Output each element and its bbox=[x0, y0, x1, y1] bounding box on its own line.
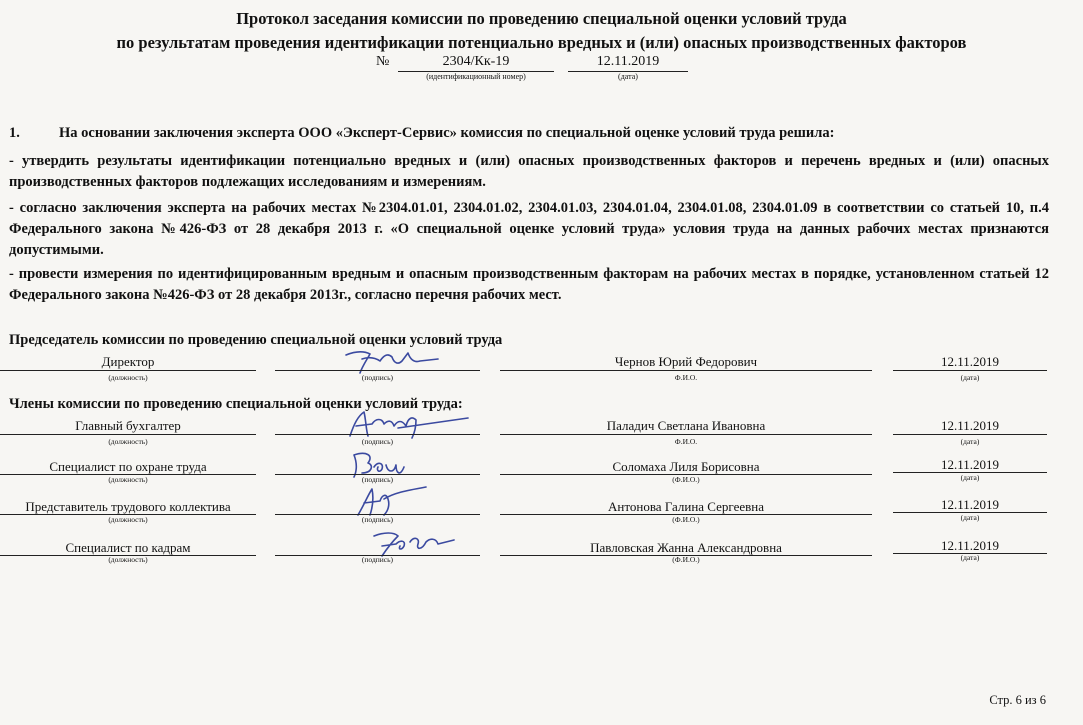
date-caption: (дата) bbox=[960, 513, 980, 522]
signature-caption: (подпись) bbox=[361, 515, 394, 524]
signature-caption: (подпись) bbox=[361, 373, 394, 382]
chairman-heading: Председатель комиссии по проведению специальной оценки условий труда bbox=[9, 332, 503, 348]
name-caption: (Ф.И.О.) bbox=[672, 555, 700, 564]
chairman-position: Директор bbox=[101, 354, 155, 369]
number-caption: (идентификационный номер) bbox=[426, 72, 526, 81]
member-name: Паладич Светлана Ивановна bbox=[606, 418, 766, 433]
member-date: 12.11.2019 bbox=[940, 457, 1000, 472]
member-signature bbox=[336, 406, 476, 442]
protocol-date: 12.11.2019 bbox=[596, 54, 660, 69]
document-title-line-1: Протокол заседания комиссии по проведению специальной оценки условий труда bbox=[236, 9, 847, 28]
signature-caption: (подпись) bbox=[361, 555, 394, 564]
number-sign: № bbox=[376, 54, 390, 69]
position-caption: (должность) bbox=[108, 437, 148, 446]
protocol-number: 2304/Кк-19 bbox=[442, 54, 510, 69]
member-name: Павловская Жанна Александровна bbox=[590, 540, 782, 555]
name-caption: (Ф.И.О.) bbox=[672, 515, 700, 524]
members-heading: Члены комиссии по проведению специальной оценки условий труда: bbox=[9, 396, 463, 412]
member-signature bbox=[368, 528, 458, 558]
signature-caption: (подпись) bbox=[361, 437, 394, 446]
position-caption: (должность) bbox=[108, 475, 148, 484]
member-name: Антонова Галина Сергеевна bbox=[608, 499, 764, 514]
position-caption: (должность) bbox=[108, 555, 148, 564]
member-position: Главный бухгалтер bbox=[75, 418, 181, 433]
date-caption: (дата) bbox=[960, 437, 980, 446]
member-position: Специалист по кадрам bbox=[65, 540, 191, 555]
member-position: Представитель трудового коллектива bbox=[25, 499, 231, 514]
date-caption: (дата) bbox=[960, 553, 980, 562]
member-name: Соломаха Лиля Борисовна bbox=[612, 459, 760, 474]
item-text: На основании заключения эксперта ООО «Эксперт-Сервис» комиссия по специальной оценке условий труда решила: bbox=[59, 125, 835, 141]
decision-paragraph-1: - утвердить результаты идентификации потенциально вредных и (или) опасных производственных факторов и перечень вредных и (или) опасных производственных факторов подлежащих исследованиям и измерениям. bbox=[9, 153, 1049, 190]
name-caption: (Ф.И.О.) bbox=[672, 475, 700, 484]
name-caption: Ф.И.О. bbox=[674, 437, 698, 446]
member-date: 12.11.2019 bbox=[940, 538, 1000, 553]
document-title-line-2: по результатам проведения идентификации потенциально вредных и (или) опасных производственных факторов bbox=[116, 33, 967, 52]
member-date: 12.11.2019 bbox=[940, 418, 1000, 433]
name-caption: Ф.И.О. bbox=[674, 373, 698, 382]
decision-paragraph-3: - провести измерения по идентифицированным вредным и опасным производственным факторам на рабочих местах в порядке, установленном статьей 12 Федерального закона №426-ФЗ от 28 декабря 2013г., согласно перечня рабочих мест. bbox=[9, 266, 1049, 303]
position-caption: (должность) bbox=[108, 373, 148, 382]
date-caption: (дата) bbox=[618, 72, 638, 81]
chairman-name: Чернов Юрий Федорович bbox=[614, 354, 758, 369]
page-number: Стр. 6 из 6 bbox=[989, 693, 1046, 707]
position-caption: (должность) bbox=[108, 515, 148, 524]
decision-paragraph-2: - согласно заключения эксперта на рабочих местах №2304.01.01, 2304.01.02, 2304.01.03, 2304.01.04, 2304.01.08, 2304.01.09 в соответствии со статьей 10, п.4 Федерального закона №426-ФЗ от 28 декабря 2013 г. «О специальной оценке условий труда» условия труда на данных рабочих местах признаются допустимыми. bbox=[9, 200, 1049, 258]
chairman-date: 12.11.2019 bbox=[940, 354, 1000, 369]
signature-caption: (подпись) bbox=[361, 475, 394, 484]
date-caption: (дата) bbox=[960, 373, 980, 382]
date-caption: (дата) bbox=[960, 473, 980, 482]
member-date: 12.11.2019 bbox=[940, 497, 1000, 512]
item-number: 1. bbox=[9, 125, 20, 141]
member-position: Специалист по охране труда bbox=[49, 459, 207, 474]
